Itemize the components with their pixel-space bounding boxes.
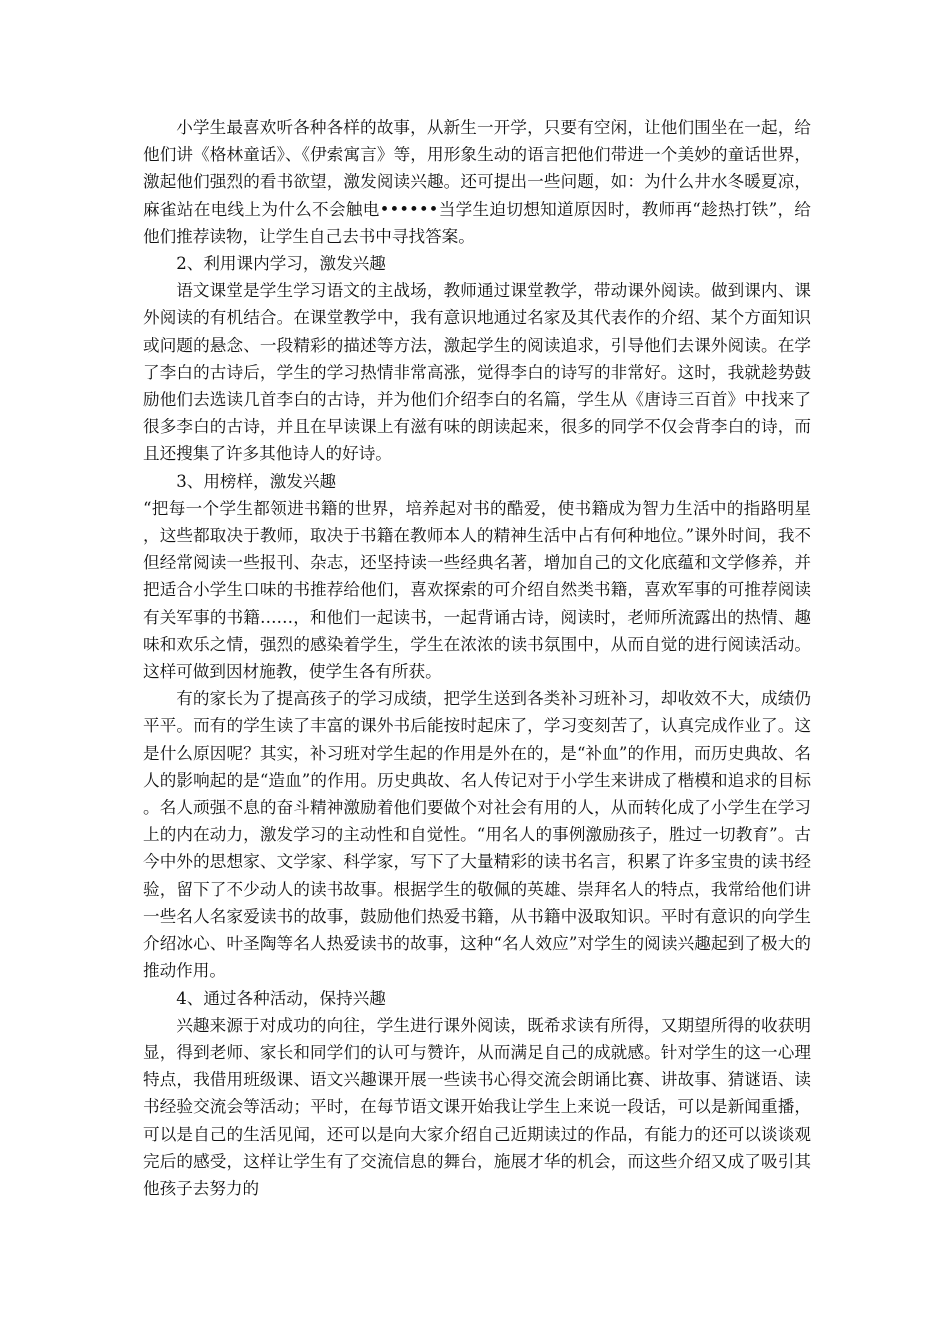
paragraph-famous-people: 有的家长为了提高孩子的学习成绩，把学生送到各类补习班补习，却收效不大，成绩仍平平。而有的学生读了丰富的课外书后能按时起床了，学习变刻苦了，认真完成作业了。这是什么原因呢？其实，补习班对学生起的作用是外在的，是“补血”的作用，而历史典故、名人的影响起的是“造血”的作用。历史典故、名人传记对于小学生来讲成了楷模和追求的目标。名人顽强不息的奋斗精神激励着他们要做个对社会有用的人，从而转化成了小学生在学习上的内在动力，激发学习的主动性和自觉性。“用名人的事例激励孩子，胜过一切教育”。古今中外的思想家、文学家、科学家，写下了大量精彩的读书名言，积累了许多宝贵的读书经验，留下了不少动人的读书故事。根据学生的敬佩的英雄、崇拜名人的特点，我常给他们讲一些名人名家爱读书的故事，鼓励他们热爱书籍，从书籍中汲取知识。平时有意识的向学生介绍冰心、叶圣陶等名人热爱读书的故事，这种“名人效应”对学生的阅读兴趣起到了极大的推动作用。: [143, 689, 811, 981]
paragraph-activities: 兴趣来源于对成功的向往，学生进行课外阅读，既希求读有所得，又期望所得的收获明显，得到老师、家长和同学们的认可与赞许，从而满足自己的成就感。针对学生的这一心理特点，我借用班级课、语文兴趣课开展一些读书心得交流会朗诵比赛、讲故事、猜谜语、读书经验交流会等活动；平时，在每节语文课开始我让学生上来说一段话，可以是新闻重播，可以是自己的生活见闻，还可以是向大家介绍自己近期读过的作品，有能力的还可以谈谈观完后的感受，这样让学生有了交流信息的舞台，施展才华的机会，而这些介绍又成了吸引其他孩子去努力的: [143, 1015, 811, 1198]
section-heading-4: 4、通过各种活动，保持兴趣: [176, 988, 386, 1008]
document-body: [143, 114, 811, 1202]
paragraph-story-interest: 小学生最喜欢听各种各样的故事，从新生一开学，只要有空闲，让他们围坐在一起，给他们讲《格林童话》、《伊索寓言》等，用形象生动的语言把他们带进一个美妙的童话世界，激起他们强烈的看书欲望，激发阅读兴趣。还可提出一些问题，如：为什么井水冬暖夏凉，麻雀站在电线上为什么不会触电••••••当学生迫切想知道原因时，教师再“趁热打铁”，给他们推荐读物，让学生自己去书中寻找答案。: [143, 118, 811, 246]
paragraph-classroom-reading: 语文课堂是学生学习语文的主战场，教师通过课堂教学，带动课外阅读。做到课内、课外阅读的有机结合。在课堂教学中，我有意识地通过名家及其代表作的介绍、某个方面知识或问题的悬念、一段精彩的描述等方法，激起学生的阅读追求，引导他们去课外阅读。在学了李白的古诗后，学生的学习热情非常高涨，觉得李白的诗写的非常好。这时，我就趁势鼓励他们去选读几首李白的古诗，并为他们介绍李白的名篇，学生从《唐诗三百首》中找来了很多李白的古诗，并且在早读课上有滋有味的朗读起来，很多的同学不仅会背李白的诗，而且还搜集了许多其他诗人的好诗。: [143, 281, 811, 464]
paragraph-teacher-example: “把每一个学生都领进书籍的世界，培养起对书的酷爱，使书籍成为智力生活中的指路明星，这些都取决于教师，取决于书籍在教师本人的精神生活中占有何种地位。”课外时间，我不但经常阅读一些报刊、杂志，还坚持读一些经典名著，增加自己的文化底蕴和文学修养，并把适合小学生口味的书推荐给他们，喜欢探索的可介绍自然类书籍，喜欢军事的可推荐阅读有关军事的书籍……，和他们一起读书，一起背诵古诗，阅读时，老师所流露出的热情、趣味和欢乐之情，强烈的感染着学生，学生在浓浓的读书氛围中，从而自觉的进行阅读活动。这样可做到因材施教，使学生各有所获。: [143, 498, 811, 682]
section-heading-3: 3、用榜样，激发兴趣: [176, 471, 337, 491]
section-heading-2: 2、利用课内学习，激发兴趣: [176, 254, 386, 274]
